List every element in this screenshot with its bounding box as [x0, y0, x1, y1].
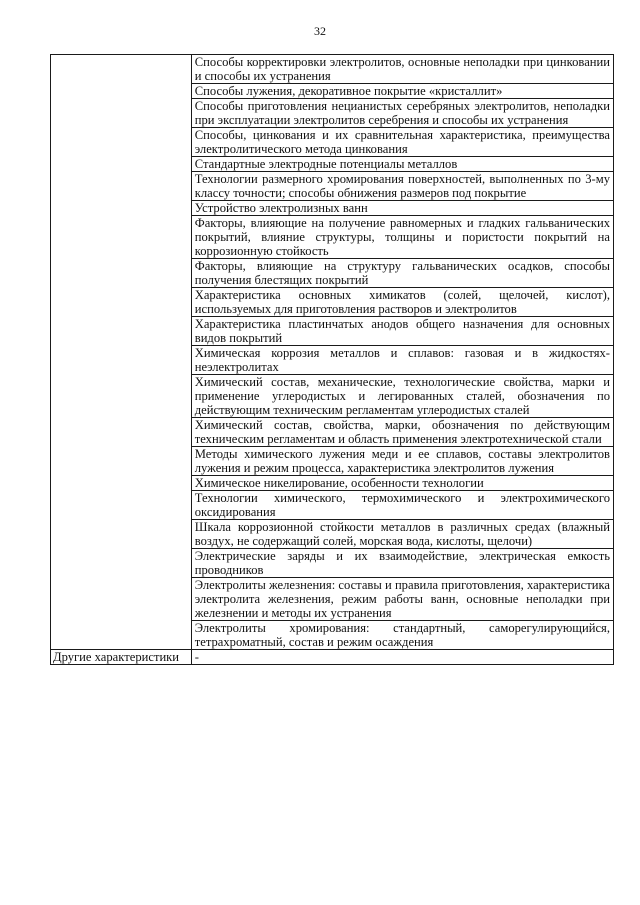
- table-cell: Электролиты железнения: составы и правила приготовления, характеристика электролита железнения, режим работы ванн, основные неполадки при железнении и методы их устранения: [191, 578, 613, 621]
- table-cell: Электрические заряды и их взаимодействие, электрическая емкость проводников: [191, 549, 613, 578]
- table-cell: Способы лужения, декоративное покрытие «кристаллит»: [191, 84, 613, 99]
- table-cell: Химический состав, свойства, марки, обозначения по действующим техническим регламентам и область применения электротехнической стали: [191, 418, 613, 447]
- table-cell: Химическая коррозия металлов и сплавов: газовая и в жидкостях-неэлектролитах: [191, 346, 613, 375]
- other-characteristics-label: Другие характеристики: [51, 650, 192, 665]
- table-row: [51, 55, 614, 84]
- requirements-table: [50, 54, 614, 665]
- table-cell: Факторы, влияющие на получение равномерных и гладких гальванических покрытий, влияние структуры, толщины и пористости покрытий на коррозионную стойкость: [191, 216, 613, 259]
- table-cell: Технологии химического, термохимического и электрохимического оксидирования: [191, 491, 613, 520]
- table-row: [51, 650, 614, 665]
- table-cell: Характеристика основных химикатов (солей, щелочей, кислот), используемых для приготовления растворов и электролитов: [191, 288, 613, 317]
- table-cell: Факторы, влияющие на структуру гальванических осадков, способы получения блестящих покрытий: [191, 259, 613, 288]
- table-cell: Химическое никелирование, особенности технологии: [191, 476, 613, 491]
- table-cell: Химический состав, механические, технологические свойства, марки и применение углеродистых и легированных сталей, обозначения по действующим техническим регламентам углеродистых сталей: [191, 375, 613, 418]
- page-number: 32: [314, 24, 326, 38]
- other-characteristics-value: -: [191, 650, 613, 665]
- left-column-cell: [51, 55, 192, 650]
- table-cell: Устройство электролизных ванн: [191, 201, 613, 216]
- table-cell: Стандартные электродные потенциалы металлов: [191, 157, 613, 172]
- table-cell: Способы приготовления нецианистых серебряных электролитов, неполадки при эксплуатации электролитов серебрения и способы их устранения: [191, 99, 613, 128]
- table-cell: Способы, цинкования и их сравнительная характеристика, преимущества электролитического метода цинкования: [191, 128, 613, 157]
- table-cell: Способы корректировки электролитов, основные неполадки при цинковании и способы их устранения: [191, 55, 613, 84]
- table-cell: Шкала коррозионной стойкости металлов в различных средах (влажный воздух, не содержащий солей, морская вода, кислоты, щелочи): [191, 520, 613, 549]
- table-cell: Электролиты хромирования: стандартный, саморегулирующийся, тетрахроматный, состав и режим осаждения: [191, 621, 613, 650]
- table-cell: Методы химического лужения меди и ее сплавов, составы электролитов лужения и режим процесса, характеристика электролитов лужения: [191, 447, 613, 476]
- table-cell: Технологии размерного хромирования поверхностей, выполненных по 3-му классу точности; способы обнижения размеров под покрытие: [191, 172, 613, 201]
- table-cell: Характеристика пластинчатых анодов общего назначения для основных видов покрытий: [191, 317, 613, 346]
